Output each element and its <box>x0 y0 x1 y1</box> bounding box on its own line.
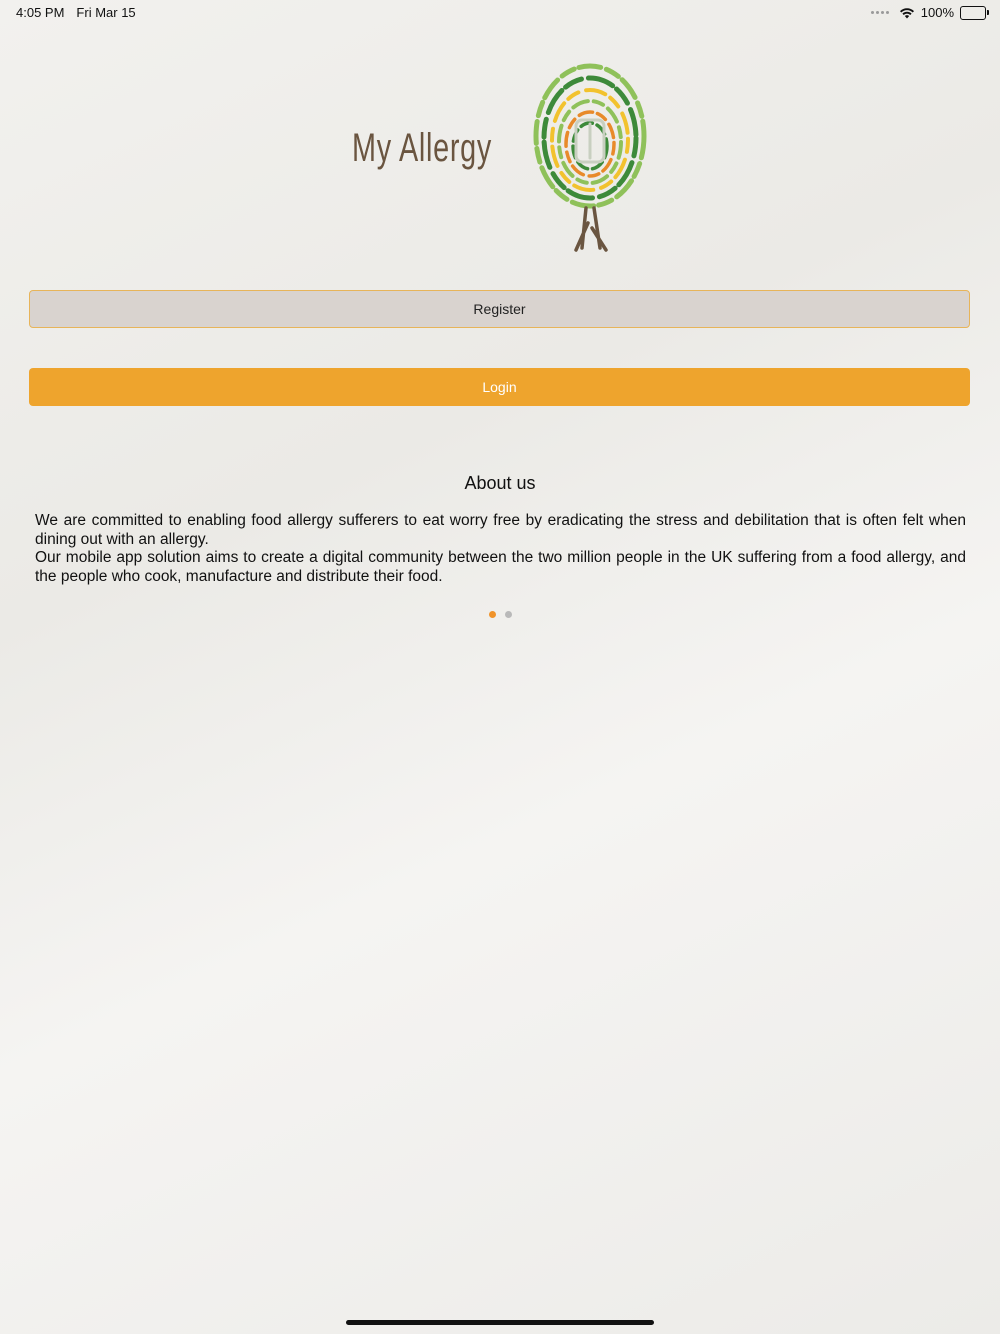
about-us-text <box>35 512 966 587</box>
fingerprint-tree-icon <box>530 58 650 254</box>
login-button[interactable]: Login <box>29 368 970 406</box>
status-bar-left <box>16 5 136 20</box>
page-dot-2[interactable] <box>505 611 512 618</box>
page-control[interactable] <box>0 611 1000 618</box>
about-paragraph-2: Our mobile app solution aims to create a digital community between the two million people in the UK suffering from a food allergy, and the people who cook, manufacture and distribute their food. <box>35 549 966 586</box>
status-date: Fri Mar 15 <box>76 5 136 20</box>
about-paragraph-1: We are committed to enabling food allergy sufferers to eat worry free by eradicating the stress and debilitation that is often felt when dining out with an allergy. <box>35 512 966 548</box>
status-bar-right <box>871 5 986 20</box>
register-button[interactable]: Register <box>29 290 970 328</box>
status-time: 4:05 PM <box>16 5 65 20</box>
logo-wordmark: My Allergy <box>352 126 493 170</box>
battery-icon <box>960 6 986 20</box>
cellular-signal-icon <box>871 11 889 14</box>
home-indicator[interactable] <box>346 1320 654 1325</box>
status-bar <box>0 0 1000 24</box>
wifi-icon <box>899 7 915 19</box>
my-allergy-logo <box>350 58 650 258</box>
page-dot-1[interactable] <box>489 611 496 618</box>
battery-percentage: 100% <box>920 5 954 20</box>
about-us-heading: About us <box>464 473 536 493</box>
